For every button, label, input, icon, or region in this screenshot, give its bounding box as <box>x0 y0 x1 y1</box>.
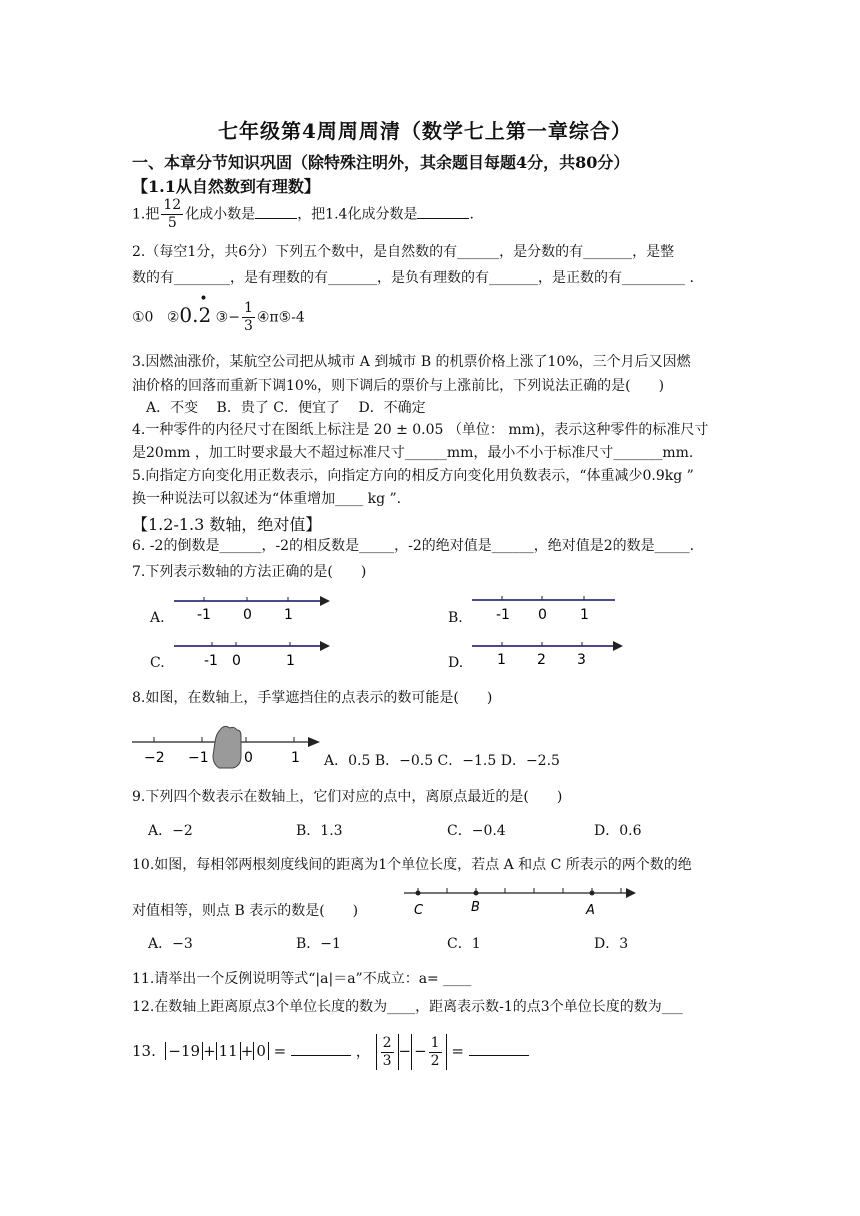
tick-label: 3 <box>577 652 586 668</box>
tick-label: 1 <box>497 652 506 668</box>
question-8-stem: 8.如图，在数轴上，手掌遮挡住的点表示的数可能是( ) <box>132 690 493 706</box>
subsection-heading-2: 【1.2-1.3 数轴，绝对值】 <box>132 515 322 534</box>
question-9-option-c: C．−0.4 <box>447 823 506 839</box>
number-line-b <box>470 590 620 630</box>
tick-label: 0 <box>244 750 253 766</box>
section-heading: 一、本章分节知识巩固（除特殊注明外，其余题目每题4分，共80分） <box>132 153 630 172</box>
tick-label: 0 <box>232 653 241 669</box>
number-line-c <box>170 635 340 675</box>
question-10-option-b: B．−1 <box>296 936 341 952</box>
question-10-option-a: A．−3 <box>148 936 193 952</box>
question-6: 6. -2的倒数是______，-2的相反数是_____，-2的绝对值是______，绝对值是2的数是_____. <box>132 538 695 554</box>
question-3-options: A．不变 B．贵了 C．便宜了 D．不确定 <box>146 400 426 416</box>
question-9-option-d: D．0.6 <box>594 823 642 839</box>
tick-label: 2 <box>537 652 546 668</box>
tick-label: 1 <box>291 750 300 766</box>
subsection-heading-1: 【1.1从自然数到有理数】 <box>132 177 320 196</box>
tick-label: −1 <box>188 750 209 766</box>
tick-label: -1 <box>197 607 211 623</box>
point-c-label: C <box>414 903 424 918</box>
question-2-line-1: 2.（每空1分，共6分）下列五个数中，是自然数的有______，是分数的有_______，是整 <box>132 244 675 260</box>
question-4-line-2: 是20mm ，加工时要求最大不超过标准尺寸______mm，最小不小于标准尺寸_______mm. <box>132 445 694 461</box>
question-5-line-2: 换一种说法可以叙述为“体重增加____ kg ”. <box>132 491 402 507</box>
tick-label: 0 <box>538 607 547 623</box>
tick-label: -1 <box>204 653 218 669</box>
question-3-line-1: 3.因燃油涨价，某航空公司把从城市 A 到城市 B 的机票价格上涨了10%，三个月后又因燃 <box>132 354 691 370</box>
tick-label: −2 <box>144 750 165 766</box>
number-line-a <box>170 588 340 628</box>
question-2-line-2: 数的有________，是有理数的有_______，是负有理数的有_______，是正数的有_________ . <box>132 270 694 286</box>
question-9-option-b: B．1.3 <box>296 823 343 839</box>
page-title: 七年级第4周周周清（数学七上第一章综合） <box>218 119 632 143</box>
question-11: 11.请举出一个反例说明等式“|a|＝a”不成立：a= ____ <box>132 971 472 987</box>
question-4-line-1: 4.一种零件的内径尺寸在图纸上标注是 20 ± 0.05 （单位： mm)，表示这种零件的标准尺寸 <box>132 422 709 438</box>
tick-label: 1 <box>286 653 295 669</box>
question-10-line-2: 对值相等，则点 B 表示的数是( ) <box>132 903 359 919</box>
question-12: 12.在数轴上距离原点3个单位长度的数为____，距离表示数-1的点3个单位长度的数为___ <box>132 999 683 1015</box>
tick-label: -1 <box>496 607 510 623</box>
question-9-stem: 9.下列四个数表示在数轴上，它们对应的点中，离原点最近的是( ) <box>132 789 563 805</box>
option-b-label: B. <box>448 610 463 626</box>
question-9-option-a: A．−2 <box>148 823 193 839</box>
question-8-options: A．0.5 B．−0.5 C．−1.5 D．−2.5 <box>324 753 560 769</box>
question-10-option-c: C．1 <box>447 936 481 952</box>
question-1: 1.把 $\frac{12}{5}$ 化成小数是 ，把1.4化成分数是 . <box>132 197 474 231</box>
point-a-label: A <box>586 903 595 918</box>
question-5-line-1: 5.向指定方向变化用正数表示，向指定方向的相反方向变化用负数表示，“体重减少0.9kg ” <box>132 468 694 484</box>
point-b-label: B <box>471 900 480 915</box>
question-13: 13. −19 + 11 + 0 = ， $\frac{2}{3}$ − − $\frac{1}{2}$ = <box>132 1034 529 1070</box>
tick-label: 0 <box>243 607 252 623</box>
question-10-option-d: D．3 <box>594 936 629 952</box>
tick-label: 1 <box>580 607 589 623</box>
number-line-hand <box>128 722 328 772</box>
option-c-label: C. <box>150 655 165 671</box>
tick-label: 1 <box>284 607 293 623</box>
number-line-abc <box>400 880 640 920</box>
question-10-line-1: 10.如图，每相邻两根刻度线间的距离为1个单位长度，若点 A 和点 C 所表示的两个数的绝 <box>132 857 692 873</box>
question-3-line-2: 油价格的回落而重新下调10%，则下调后的票价与上涨前比，下列说法正确的是( ) <box>132 378 665 394</box>
option-a-label: A. <box>150 610 165 626</box>
question-2-options: ①0 ②0.2 • ③− $\frac{1}{3}$ ④π⑤-4 <box>132 290 305 334</box>
option-d-label: D. <box>448 655 464 671</box>
number-line-d <box>470 633 630 673</box>
question-7-stem: 7.下列表示数轴的方法正确的是( ) <box>132 564 367 580</box>
